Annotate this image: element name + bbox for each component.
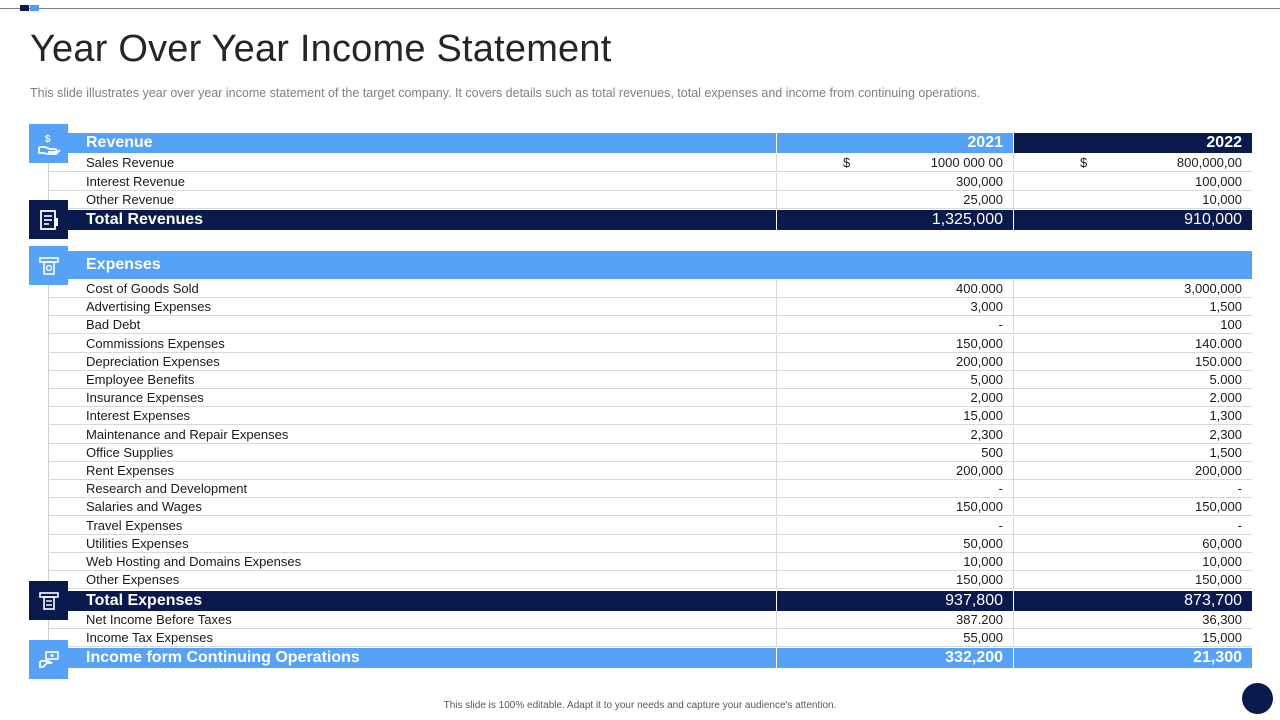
row-value-2021: 150,000	[776, 571, 1013, 588]
row-value-2022: 60,000	[1013, 535, 1252, 552]
expense-row	[48, 462, 1252, 480]
expense-row	[48, 535, 1252, 553]
page-title: Year Over Year Income Statement	[30, 28, 612, 70]
row-value-2021: 55,000	[776, 629, 1013, 646]
bill-icon	[37, 254, 61, 278]
row-value-2021: 2,000	[776, 389, 1013, 406]
expenses-header-row	[48, 251, 1252, 279]
expense-row	[48, 298, 1252, 316]
row-label: Interest Expenses	[86, 408, 191, 424]
row-value-2022: 3,000,000	[1013, 280, 1252, 297]
revenue-row-sales	[48, 154, 1252, 172]
row-value-2021: 15,000	[776, 407, 1013, 424]
row-value-2021	[776, 154, 1013, 171]
row-value-2022: 150.000	[1013, 353, 1252, 370]
row-value-2021: -	[776, 517, 1013, 534]
row-label: Depreciation Expenses	[86, 353, 220, 369]
row-label: Income Tax Expenses	[86, 630, 213, 645]
row-label: Commissions Expenses	[86, 335, 225, 351]
row-value-2021: 2,300	[776, 426, 1013, 443]
row-label: Net Income Before Taxes	[86, 612, 232, 627]
row-value-2021: 25,000	[776, 191, 1013, 208]
expense-row	[48, 498, 1252, 516]
row-value-2021: 150,000	[776, 498, 1013, 515]
expense-row	[48, 444, 1252, 462]
total-expenses-2021: 937,800	[776, 591, 1013, 611]
row-label: Office Supplies	[86, 444, 174, 460]
row-value-2021: -	[776, 480, 1013, 497]
svg-text:$: $	[44, 133, 51, 145]
row-value-2021: 50,000	[776, 535, 1013, 552]
row-label: Sales Revenue	[86, 155, 175, 170]
expense-row	[48, 480, 1252, 498]
row-value-2021: -	[776, 316, 1013, 333]
row-value-2021: 5,000	[776, 371, 1013, 388]
row-value-2021: 387.200	[776, 611, 1013, 628]
value-text: 1000 000 00	[930, 155, 1003, 170]
row-label: Utilities Expenses	[86, 535, 189, 551]
expense-row	[48, 553, 1252, 571]
row-value-2021: 500	[776, 444, 1013, 461]
row-label: Employee Benefits	[86, 372, 195, 387]
row-value-2021: 200,000	[776, 353, 1013, 370]
row-label: Travel Expenses	[86, 517, 183, 533]
row-label: Other Expenses	[86, 572, 180, 588]
currency-symbol: $	[1080, 155, 1088, 170]
total-revenues-row	[48, 210, 1252, 230]
year-2021-header: 2021	[776, 133, 1013, 153]
corner-dot	[1242, 683, 1273, 714]
row-value-2022: 2.000	[1013, 389, 1252, 406]
row-value-2021: 10,000	[776, 553, 1013, 570]
accent-square-navy	[20, 5, 29, 11]
total-revenues-label: Total Revenues	[86, 211, 204, 228]
total-revenues-icon-box	[29, 200, 68, 239]
expense-row	[48, 517, 1252, 535]
row-value-2022: 15,000	[1013, 629, 1252, 646]
hand-dollar-icon	[37, 132, 61, 156]
total-expenses-row	[48, 591, 1252, 611]
currency-symbol: $	[843, 155, 851, 170]
row-value-2021: 150,000	[776, 335, 1013, 352]
expense-row	[48, 571, 1252, 589]
value-text: 800,000,00	[1176, 155, 1242, 170]
row-value-2022: 1,500	[1013, 444, 1252, 461]
row-label: Salaries and Wages	[86, 499, 202, 515]
row-value-2021: 3,000	[776, 298, 1013, 315]
row-label: Insurance Expenses	[86, 390, 204, 406]
expense-row	[48, 371, 1252, 389]
expense-row	[48, 407, 1252, 425]
continuing-operations-label: Income form Continuing Operations	[86, 649, 360, 666]
row-value-2022: 100,000	[1013, 173, 1252, 190]
receipt-icon	[37, 589, 61, 613]
cash-register-icon	[37, 208, 61, 232]
total-expenses-2022: 873,700	[1013, 591, 1252, 611]
expense-row	[48, 335, 1252, 353]
continuing-operations-icon-box	[29, 640, 68, 679]
continuing-operations-row	[48, 648, 1252, 668]
footer-note: This slide is 100% editable. Adapt it to your needs and capture your audience's attention.	[443, 700, 837, 711]
year-2022-header: 2022	[1013, 133, 1252, 153]
expense-row	[48, 353, 1252, 371]
row-value-2022: 1,500	[1013, 298, 1252, 315]
revenue-header-label: Revenue	[86, 134, 153, 151]
row-label: Cost of Goods Sold	[86, 281, 199, 296]
row-value-2022: 140.000	[1013, 335, 1252, 352]
row-value-2022: -	[1013, 517, 1252, 534]
continuing-operations-2021: 332,200	[776, 648, 1013, 668]
expense-row	[48, 280, 1252, 298]
row-value-2022: 10,000	[1013, 191, 1252, 208]
row-value-2021: 300,000	[776, 173, 1013, 190]
row-label: Bad Debt	[86, 317, 141, 333]
row-value-2022: 150,000	[1013, 498, 1252, 515]
row-value-2022	[1013, 154, 1252, 171]
revenue-header-row	[48, 133, 1252, 153]
row-value-2022: -	[1013, 480, 1252, 497]
row-value-2022: 150,000	[1013, 571, 1252, 588]
row-label: Rent Expenses	[86, 463, 175, 478]
row-value-2022: 10,000	[1013, 553, 1252, 570]
row-label: Advertising Expenses	[86, 299, 212, 315]
revenue-row-other	[48, 191, 1252, 209]
total-revenues-2022: 910,000	[1013, 210, 1252, 230]
top-rule	[0, 8, 1280, 9]
row-label: Research and Development	[86, 481, 248, 497]
continuing-operations-2022: 21,300	[1013, 648, 1252, 668]
row-value-2022: 5.000	[1013, 371, 1252, 388]
row-label: Other Revenue	[86, 192, 175, 207]
row-value-2022: 36,300	[1013, 611, 1252, 628]
row-value-2021: 400.000	[776, 280, 1013, 297]
expenses-header-label: Expenses	[86, 256, 161, 273]
expense-row	[48, 316, 1252, 334]
row-value-2022: 100	[1013, 316, 1252, 333]
expense-row	[48, 426, 1252, 444]
row-value-2022: 1,300	[1013, 407, 1252, 424]
payment-icon	[37, 648, 61, 672]
revenue-row-interest	[48, 173, 1252, 191]
row-value-2021: 200,000	[776, 462, 1013, 479]
expense-row	[48, 389, 1252, 407]
row-label: Web Hosting and Domains Expenses	[86, 554, 302, 569]
row-label: Maintenance and Repair Expenses	[86, 426, 289, 442]
page-subtitle: This slide illustrates year over year income statement of the target company. It covers details such as total revenues, total expenses and income from continuing operations.	[30, 86, 981, 100]
net-row-before-taxes	[48, 611, 1252, 629]
total-expenses-label: Total Expenses	[86, 592, 203, 609]
total-revenues-2021: 1,325,000	[776, 210, 1013, 230]
row-value-2022: 200,000	[1013, 462, 1252, 479]
row-value-2022: 2,300	[1013, 426, 1252, 443]
row-label: Interest Revenue	[86, 174, 186, 189]
net-row-income-tax	[48, 629, 1252, 647]
accent-square-blue	[30, 5, 39, 11]
